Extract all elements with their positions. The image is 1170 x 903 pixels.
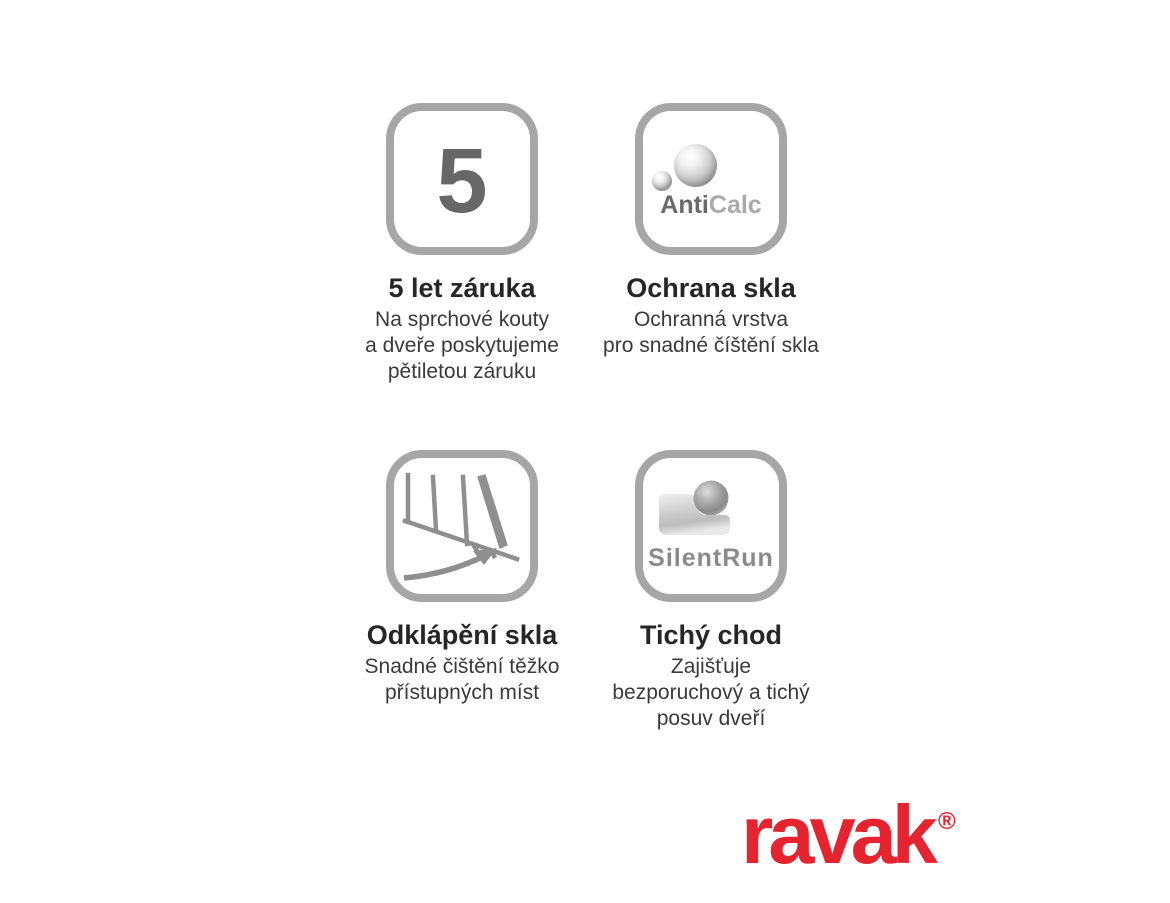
feature-silentrun-description <box>571 654 851 732</box>
silentrun-roller-icon <box>635 450 787 602</box>
anticalc-word-calc: Calc <box>708 191 762 219</box>
description-line: Zajišťuje <box>670 655 752 678</box>
ravak-logo <box>741 787 956 903</box>
feature-warranty <box>322 103 602 385</box>
warranty-digit: 5 <box>436 129 488 232</box>
feature-silentrun <box>571 450 851 732</box>
five-badge-icon <box>386 103 538 255</box>
description-line: přístupných míst <box>384 681 540 704</box>
ravak-logo-text: rava <box>741 788 892 881</box>
feature-anticalc <box>571 103 851 359</box>
description-line: pětiletou záruku <box>387 360 537 383</box>
description-line: posuv dveří <box>656 707 766 730</box>
feature-silentrun-title: Tichý chod <box>639 620 783 650</box>
description-line: pro snadné číštění skla <box>603 334 819 357</box>
ravak-logo-k: k <box>891 788 933 881</box>
feature-warranty-title: 5 let záruka <box>388 273 536 303</box>
glass-tilt-drawing <box>394 458 530 594</box>
feature-glass-tilt-title: Odklápění skla <box>366 620 558 650</box>
silentrun-wordmark: SilentRun <box>648 544 774 572</box>
feature-glass-tilt-description <box>322 654 602 706</box>
glass-tilt-icon <box>386 450 538 602</box>
bubble-large-icon <box>674 144 717 187</box>
silentrun-drawing <box>643 458 779 554</box>
description-line: Ochranná vrstva <box>633 308 789 331</box>
description-line: Snadné čištění těžko <box>364 655 560 678</box>
feature-anticalc-title: Ochrana skla <box>626 273 796 303</box>
anticalc-word-anti: Anti <box>660 191 709 219</box>
description-line: a dveře poskytujeme <box>365 334 559 357</box>
description-line: Na sprchové kouty <box>375 308 549 331</box>
feature-warranty-description <box>322 307 602 385</box>
feature-glass-tilt <box>322 450 602 706</box>
anticalc-bubbles-icon <box>635 103 787 255</box>
anticalc-wordmark <box>643 191 779 220</box>
bubble-small-icon <box>652 171 672 191</box>
description-line: bezporuchový a tichý <box>612 681 810 704</box>
registered-trademark-icon: ® <box>937 808 956 835</box>
feature-anticalc-description <box>571 307 851 359</box>
